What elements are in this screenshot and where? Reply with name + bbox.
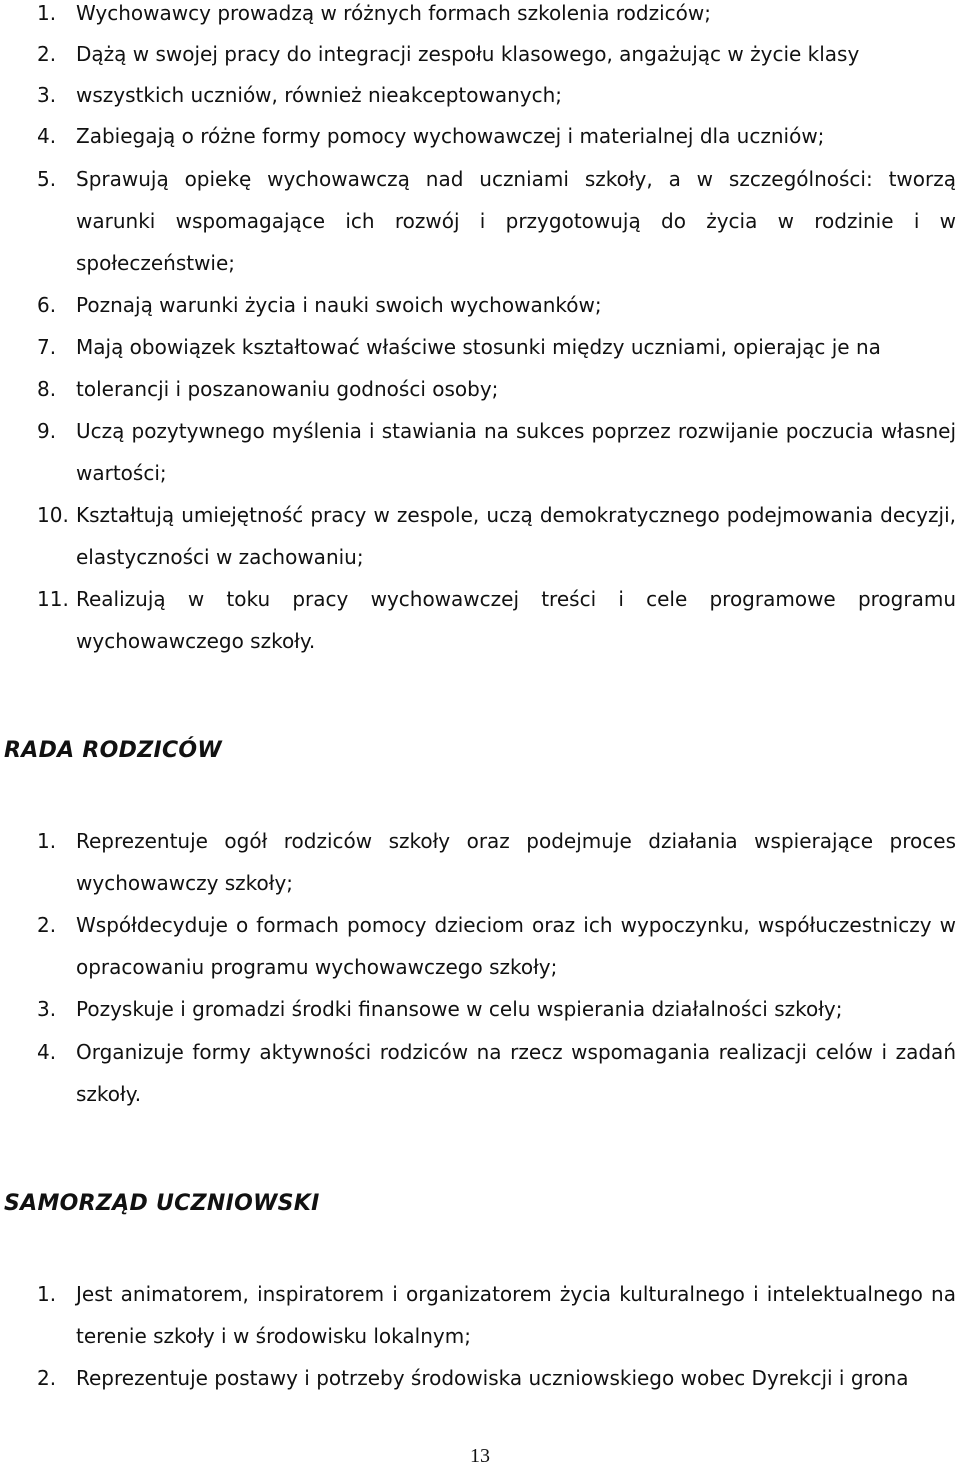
list-item-text: Zabiegają o różne formy pomocy wychowawczej i materialnej dla uczniów; [76, 124, 825, 148]
list-item-number: 11. [37, 587, 69, 611]
list-item-text: Jest animatorem, inspiratorem i organizatorem życia kulturalnego i intelektualnego na terenie szkoły i w środowisku lokalnym; [76, 1282, 956, 1348]
list-item-text: Realizują w toku pracy wychowawczej treści i cele programowe programu wychowawczego szkoły. [76, 587, 956, 653]
list-item-text: Pozyskuje i gromadzi środki finansowe w celu wspierania działalności szkoły; [76, 997, 843, 1021]
list-item-number: 8. [37, 377, 57, 401]
list-item-number: 1. [37, 1, 57, 25]
list-item-number: 9. [37, 419, 57, 443]
list-item-text: wszystkich uczniów, również nieakceptowanych; [76, 83, 563, 107]
list-item-text: Dążą w swojej pracy do integracji zespołu klasowego, angażując w życie klasy [76, 42, 860, 66]
list-item-number: 1. [37, 1282, 57, 1306]
list-item-text: Kształtują umiejętność pracy w zespole, uczą demokratycznego podejmowania decyzji, elastyczności w zachowaniu; [76, 503, 956, 569]
list-item-text: Reprezentuje ogół rodziców szkoły oraz podejmuje działania wspierające proces wychowawczy szkoły; [76, 829, 956, 895]
list-item-number: 10. [37, 503, 69, 527]
list-item-text: Mają obowiązek kształtować właściwe stosunki między uczniami, opierając je na [76, 335, 881, 359]
list-item-number: 1. [37, 829, 57, 853]
list-item-text: tolerancji i poszanowaniu godności osoby; [76, 377, 499, 401]
list-item-text: Reprezentuje postawy i potrzeby środowiska uczniowskiego wobec Dyrekcji i grona [76, 1366, 909, 1390]
section-heading-samorzad: SAMORZĄD UCZNIOWSKI [4, 1191, 320, 1216]
list-item-number: 7. [37, 335, 57, 359]
list-item-text: Organizuje formy aktywności rodziców na rzecz wspomagania realizacji celów i zadań szkoły. [76, 1040, 956, 1106]
list-item-text: Uczą pozytywnego myślenia i stawiania na sukces poprzez rozwijanie poczucia własnej wartości; [76, 419, 956, 485]
section-heading-rada-rodzicow: RADA RODZICÓW [4, 738, 222, 763]
list-item-number: 6. [37, 293, 57, 317]
page-number: 13 [470, 1445, 490, 1467]
list-item-number: 5. [37, 167, 57, 191]
list-item-number: 2. [37, 42, 57, 66]
list-item-number: 4. [37, 1040, 57, 1064]
list-item-number: 4. [37, 124, 57, 148]
list-item-number: 3. [37, 997, 57, 1021]
list-item-text: Poznają warunki życia i nauki swoich wychowanków; [76, 293, 602, 317]
list-item-number: 3. [37, 83, 57, 107]
list-item-text: Sprawują opiekę wychowawczą nad uczniami szkoły, a w szczególności: tworzą warunki wspomagające ich rozwój i przygotowują do życia w rodzinie i w społeczeństwie; [76, 167, 956, 275]
list-item-text: Wychowawcy prowadzą w różnych formach szkolenia rodziców; [76, 1, 711, 25]
list-item-number: 2. [37, 913, 57, 937]
list-item-number: 2. [37, 1366, 57, 1390]
list-item-text: Współdecyduje o formach pomocy dzieciom oraz ich wypoczynku, współuczestniczy w opracowaniu programu wychowawczego szkoły; [76, 913, 956, 979]
